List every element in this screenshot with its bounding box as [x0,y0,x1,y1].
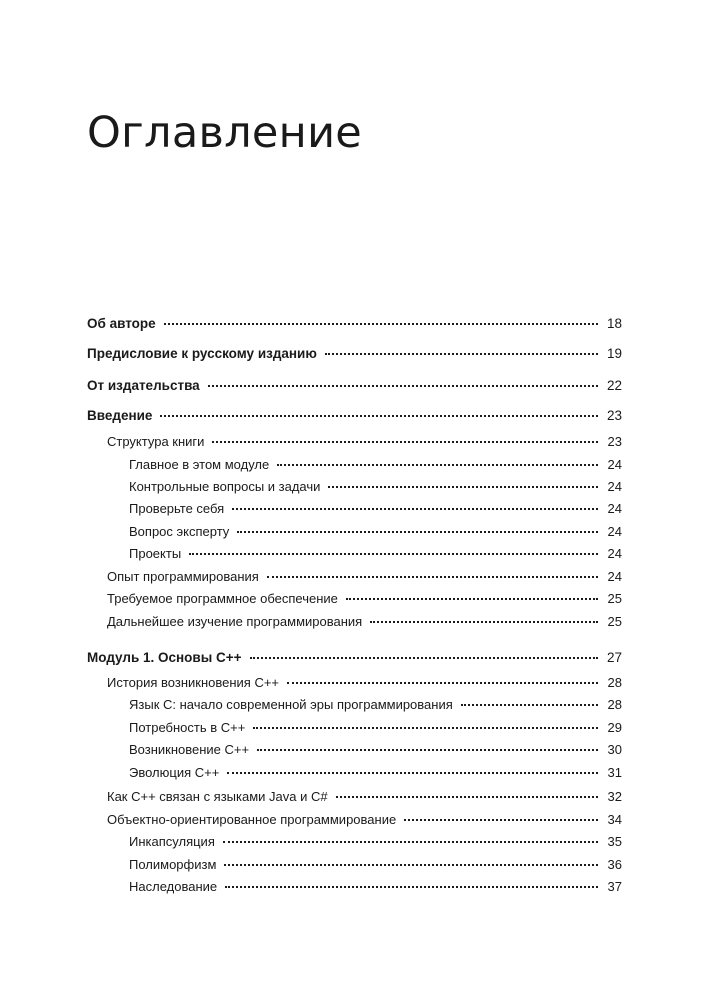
toc-entry-page: 30 [607,742,622,757]
toc-entry-page: 23 [606,408,622,423]
dot-leader [370,621,598,623]
dot-leader [277,464,598,466]
dot-leader [223,841,598,843]
dot-leader [346,598,598,600]
toc-entry [87,316,622,332]
toc-entry [107,569,622,585]
toc-entry-label: Опыт программирования [107,569,259,584]
toc-entry-page: 18 [606,316,622,331]
dot-leader [232,508,598,510]
toc-entry-page: 24 [607,457,622,472]
toc-entry [129,479,622,495]
dot-leader [208,385,598,387]
toc-entry-label: Требуемое программное обеспечение [107,591,338,606]
toc-entry-page: 24 [607,501,622,516]
toc-entry-label: Эволюция С++ [129,765,220,780]
dot-leader [325,353,598,355]
toc-entry-label: Введение [87,408,153,423]
toc-entry [107,434,622,450]
dot-leader [253,727,598,729]
toc-entry-page: 23 [607,434,622,449]
toc-entry-label: Модуль 1. Основы С++ [87,650,242,665]
toc-entry-label: Язык С: начало современной эры программирования [129,697,453,712]
page-title: Оглавление [87,108,363,158]
toc-entry-page: 19 [606,346,622,361]
toc-entry [129,857,622,873]
toc-entry [129,720,622,736]
toc-entry [129,546,622,562]
toc-entry [107,614,622,630]
toc-entry [129,879,622,895]
dot-leader [237,531,598,533]
toc-entry-page: 29 [607,720,622,735]
toc-entry [87,408,622,424]
toc-entry-page: 36 [607,857,622,872]
toc-entry-label: Проверьте себя [129,501,225,516]
toc-entry-page: 35 [607,834,622,849]
dot-leader [336,796,598,798]
toc-entry-label: Потребность в С++ [129,720,246,735]
toc-entry-label: Предисловие к русскому изданию [87,346,317,361]
toc-entry-label: Возникновение С++ [129,742,250,757]
toc-entry-label: Об авторе [87,316,156,331]
dot-leader [287,682,598,684]
dot-leader [164,323,598,325]
toc-entry-page: 28 [607,675,622,690]
toc-entry-label: История возникновения С++ [107,675,280,690]
toc-entry-label: Структура книги [107,434,205,449]
dot-leader [461,704,598,706]
dot-leader [250,657,598,659]
toc-entry-label: Вопрос эксперту [129,524,230,539]
toc-entry-page: 24 [607,479,622,494]
dot-leader [267,576,598,578]
toc-entry [107,675,622,691]
toc-entry-label: Как С++ связан с языками Java и C# [107,789,328,804]
toc-entry-page: 22 [606,378,622,393]
toc-entry-page: 25 [607,591,622,606]
toc-entry-page: 31 [607,765,622,780]
toc-entry-label: Дальнейшее изучение программирования [107,614,363,629]
toc-entry-label: Проекты [129,546,182,561]
toc-entry [129,524,622,540]
dot-leader [227,772,598,774]
toc-entry [129,457,622,473]
toc-entry [87,346,622,362]
toc-entry-label: Главное в этом модуле [129,457,270,472]
dot-leader [328,486,598,488]
toc-entry-page: 24 [607,546,622,561]
dot-leader [212,441,598,443]
dot-leader [189,553,598,555]
toc-entry [87,378,622,394]
toc-entry-page: 28 [607,697,622,712]
toc-entry-page: 37 [607,879,622,894]
toc-entry-page: 24 [607,524,622,539]
toc-entry [129,765,622,781]
toc-entry [107,591,622,607]
dot-leader [225,886,598,888]
toc-entry-label: Наследование [129,879,218,894]
toc-entry [107,789,622,805]
toc-entry [129,742,622,758]
dot-leader [257,749,598,751]
toc-entry-page: 34 [607,812,622,827]
toc-entry [129,697,622,713]
toc-entry-label: От издательства [87,378,200,393]
toc-entry [129,501,622,517]
dot-leader [404,819,598,821]
toc-entry-label: Инкапсуляция [129,834,215,849]
dot-leader [160,415,598,417]
toc-entry-page: 24 [607,569,622,584]
toc-entry-label: Контрольные вопросы и задачи [129,479,321,494]
toc-entry-page: 27 [606,650,622,665]
toc-entry [87,650,622,666]
dot-leader [224,864,598,866]
toc-entry [107,812,622,828]
toc-entry-page: 25 [607,614,622,629]
toc-entry-label: Объектно-ориентированное программирование [107,812,397,827]
toc-entry-page: 32 [607,789,622,804]
toc-entry-label: Полиморфизм [129,857,217,872]
toc-entry [129,834,622,850]
